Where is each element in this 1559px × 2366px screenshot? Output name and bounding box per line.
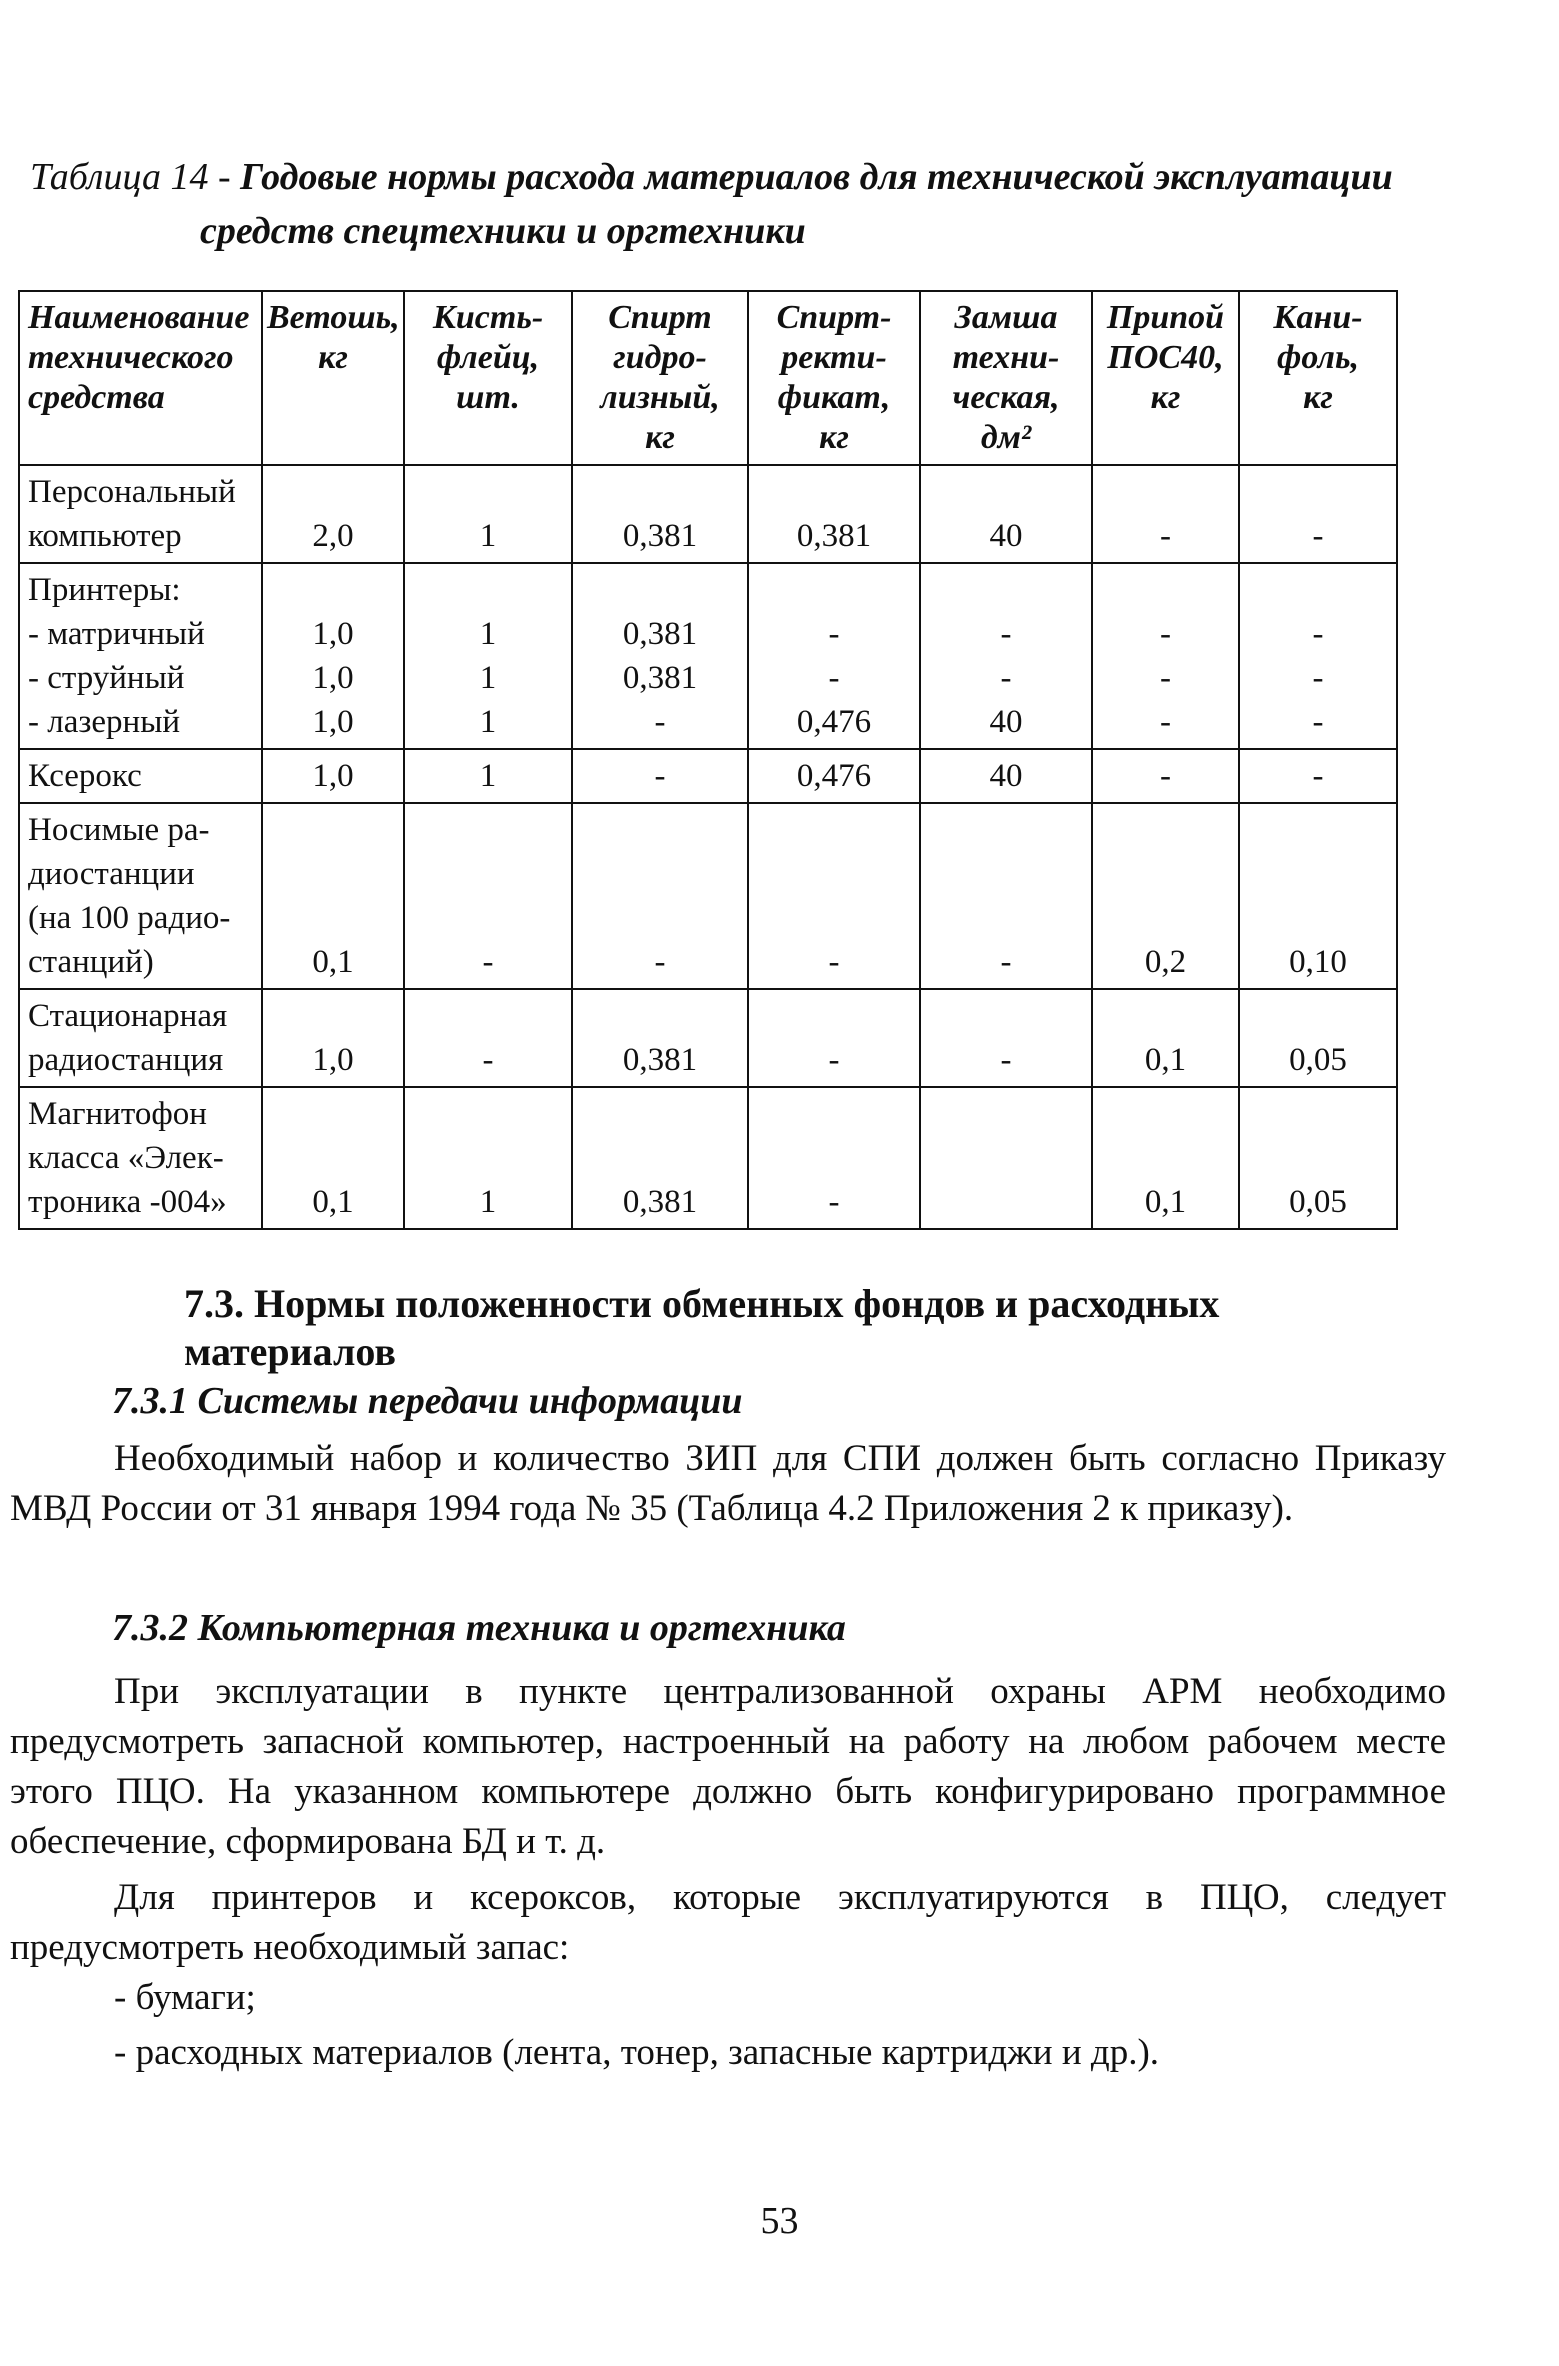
subsection-title-1: 7.3.1 Системы передачи информации	[112, 1380, 743, 1422]
cell-value: 1,0	[312, 616, 354, 652]
row-name-line: Персональный	[28, 474, 236, 510]
column-header-line: фикат,	[777, 379, 891, 416]
column-header-0	[19, 291, 262, 465]
cell-value: -	[654, 944, 666, 980]
row-name-line: станций)	[28, 944, 154, 980]
row-name-cell	[19, 749, 262, 803]
page-number: 53	[760, 2200, 799, 2242]
table-cell	[1239, 803, 1397, 989]
cell-value: -	[1000, 1042, 1012, 1078]
table-cell	[1092, 749, 1239, 803]
norms-table	[18, 290, 1398, 1230]
cell-value: 1,0	[312, 758, 354, 794]
cell-value: 0,381	[622, 1042, 698, 1078]
table-cell	[404, 803, 572, 989]
cell-value: 0,381	[622, 518, 698, 554]
column-header-line: Наименование	[28, 299, 250, 336]
row-name-line: троника -004»	[28, 1184, 227, 1220]
column-header-line: гидро-	[613, 339, 707, 376]
table-row	[19, 989, 1397, 1087]
column-header-7	[1239, 291, 1397, 465]
column-header-line: средства	[28, 379, 165, 416]
row-name-cell	[19, 1087, 262, 1229]
cell-value: -	[1312, 704, 1324, 740]
table-cell	[572, 803, 748, 989]
row-name-cell	[19, 465, 262, 563]
cell-value: -	[1312, 758, 1324, 794]
cell-value: 0,1	[312, 1184, 354, 1220]
table-cell	[1239, 749, 1397, 803]
cell-value: -	[1312, 616, 1324, 652]
cell-value: 1	[479, 660, 497, 696]
section-title: 7.3. Нормы положенности обменных фондов и расходных материалов	[184, 1281, 1220, 1374]
cell-value: -	[482, 944, 494, 980]
column-header-line: кг	[1303, 379, 1333, 416]
cell-value: 0,10	[1289, 944, 1347, 980]
cell-value: -	[654, 704, 666, 740]
cell-value: 0,381	[796, 518, 872, 554]
cell-value: -	[654, 758, 666, 794]
table-cell	[1092, 465, 1239, 563]
table-cell	[1092, 803, 1239, 989]
table-cell	[920, 989, 1092, 1087]
table-cell	[1092, 1087, 1239, 1229]
column-header-line: ческая,	[952, 379, 1060, 416]
subsection-2-paragraph-2: Для принтеров и ксероксов, которые эксплуатируются в ПЦО, следует предусмотреть необходимый запас:	[10, 1877, 1446, 1968]
column-header-3	[572, 291, 748, 465]
cell-value: 2,0	[312, 518, 354, 554]
table-cell	[262, 563, 404, 749]
row-name-line: Принтеры:	[28, 572, 181, 608]
row-name-line: Магнитофон	[28, 1096, 207, 1132]
column-header-line: Замша	[954, 299, 1058, 336]
row-name-line: (на 100 радио-	[28, 900, 231, 936]
column-header-line: Ветошь,	[267, 299, 400, 336]
column-header-line: ПОС40,	[1107, 339, 1224, 376]
table-cell	[572, 989, 748, 1087]
cell-value: -	[1160, 704, 1171, 740]
table-cell	[404, 989, 572, 1087]
column-header-line: лизный,	[600, 379, 720, 416]
table-cell	[262, 989, 404, 1087]
table-header-row	[19, 291, 1397, 465]
table-caption	[30, 150, 1450, 258]
table-cell	[1239, 563, 1397, 749]
caption-prefix: Таблица 14 -	[30, 156, 241, 198]
column-header-1	[262, 291, 404, 465]
row-name-line: - матричный	[28, 616, 205, 652]
table-cell	[1092, 563, 1239, 749]
cell-value: 1,0	[312, 1042, 354, 1078]
column-header-4	[748, 291, 920, 465]
table-cell	[1239, 989, 1397, 1087]
cell-value: -	[1000, 660, 1012, 696]
row-name-line: класса «Элек-	[28, 1140, 224, 1176]
subsection-2-paragraph-1: При эксплуатации в пункте централизованной охраны АРМ необходимо предусмотреть запасной компьютер, настроенный на работу на любом рабочем месте этого ПЦО. На указанном компьютере должно быть конфигурировано программное обеспечение, сформирована БД и т. д.	[10, 1671, 1446, 1862]
table-cell	[404, 1087, 572, 1229]
row-name-line: Носимые ра-	[28, 812, 210, 848]
cell-value: 0,2	[1144, 944, 1187, 980]
cell-value: 1,0	[312, 704, 354, 740]
table-cell	[1239, 1087, 1397, 1229]
cell-value: -	[1312, 660, 1324, 696]
row-name-line: Стационарная	[28, 998, 228, 1034]
table-cell	[404, 465, 572, 563]
column-header-line: флейц,	[436, 339, 540, 376]
table-cell	[262, 749, 404, 803]
column-header-5	[920, 291, 1092, 465]
table-cell	[748, 1087, 920, 1229]
cell-value: -	[828, 1042, 840, 1078]
row-name-line: компьютер	[28, 518, 182, 554]
row-name-line: радиостанция	[28, 1042, 224, 1078]
column-header-line: Спирт	[608, 299, 712, 336]
column-header-line: Припой	[1106, 299, 1225, 336]
cell-value: 40	[989, 518, 1023, 554]
list-item-consumables: - расходных материалов (лента, тонер, запасные картриджи и др.).	[114, 2032, 1160, 2073]
column-header-line: кг	[1150, 379, 1181, 416]
column-header-6	[1092, 291, 1239, 465]
table-row	[19, 1087, 1397, 1229]
cell-value: -	[1000, 616, 1012, 652]
caption-line2: средств спецтехники и оргтехники	[200, 210, 806, 252]
column-header-2	[404, 291, 572, 465]
cell-value: 0,1	[1144, 1184, 1187, 1220]
column-header-line: кг	[645, 419, 675, 456]
table-row	[19, 803, 1397, 989]
cell-value: -	[828, 944, 840, 980]
table-row	[19, 465, 1397, 563]
table-cell	[920, 803, 1092, 989]
cell-value: 0,476	[796, 758, 872, 794]
table-cell	[748, 563, 920, 749]
table-cell	[572, 465, 748, 563]
cell-value: 0,05	[1289, 1042, 1347, 1078]
cell-value: 40	[989, 704, 1023, 740]
cell-value: 1,0	[312, 660, 354, 696]
cell-value: 1	[479, 758, 497, 794]
row-name-cell	[19, 563, 262, 749]
column-header-line: дм²	[980, 419, 1032, 456]
row-name-line: диостанции	[28, 856, 195, 892]
cell-value: 1	[479, 616, 497, 652]
row-name-line: Ксерокс	[28, 758, 142, 794]
cell-value: -	[1160, 518, 1171, 554]
table-cell	[572, 1087, 748, 1229]
table-cell	[748, 803, 920, 989]
cell-value: -	[1160, 616, 1171, 652]
cell-value: -	[1160, 758, 1171, 794]
row-name-cell	[19, 803, 262, 989]
subsection-title-2: 7.3.2 Компьютерная техника и оргтехника	[112, 1607, 846, 1649]
column-header-line: Кисть-	[432, 299, 544, 336]
cell-value: 0,381	[622, 660, 698, 696]
cell-value: -	[1160, 660, 1171, 696]
column-header-line: Кани-	[1273, 299, 1363, 336]
cell-value: 1	[479, 704, 497, 740]
table-cell	[404, 563, 572, 749]
cell-value: 0,05	[1289, 1184, 1347, 1220]
table-cell	[920, 563, 1092, 749]
table-cell	[404, 749, 572, 803]
table-cell	[1092, 989, 1239, 1087]
table-cell	[748, 465, 920, 563]
cell-value: 0,1	[312, 944, 354, 980]
table-cell	[262, 1087, 404, 1229]
table-cell	[572, 563, 748, 749]
row-name-cell	[19, 989, 262, 1087]
column-header-line: технического	[28, 339, 234, 376]
cell-value: 0,1	[1144, 1042, 1187, 1078]
cell-value: 40	[989, 758, 1023, 794]
cell-value: 1	[479, 1184, 497, 1220]
cell-value: -	[828, 616, 840, 652]
table-cell	[572, 749, 748, 803]
column-header-line: шт.	[456, 379, 520, 416]
cell-value: -	[1312, 518, 1324, 554]
column-header-line: кг	[318, 339, 348, 376]
column-header-line: техни-	[952, 339, 1060, 376]
table-cell	[1239, 465, 1397, 563]
table-cell	[920, 465, 1092, 563]
cell-value: 0,476	[796, 704, 872, 740]
cell-value: 1	[479, 518, 497, 554]
column-header-line: ректи-	[781, 339, 887, 376]
table-body	[19, 465, 1397, 1229]
table-row	[19, 749, 1397, 803]
row-name-line: - лазерный	[28, 704, 181, 740]
subsection-1-paragraph: Необходимый набор и количество ЗИП для СПИ должен быть согласно Приказу МВД России от 31 января 1994 года № 35 (Таблица 4.2 Приложения 2 к приказу).	[10, 1438, 1446, 1529]
column-header-line: Спирт-	[776, 299, 892, 336]
cell-value: -	[1000, 944, 1012, 980]
column-header-line: кг	[819, 419, 849, 456]
cell-value: -	[828, 660, 840, 696]
cell-value: 0,381	[622, 1184, 698, 1220]
row-name-line: - струйный	[28, 660, 185, 696]
table-cell	[748, 989, 920, 1087]
cell-value: 0,381	[622, 616, 698, 652]
table-cell	[920, 1087, 1092, 1229]
table-cell	[262, 803, 404, 989]
table-row	[19, 563, 1397, 749]
cell-value: -	[828, 1184, 840, 1220]
table-cell	[262, 465, 404, 563]
cell-value: -	[482, 1042, 494, 1078]
table-cell	[920, 749, 1092, 803]
caption-line1: Годовые нормы расхода материалов для технической эксплуатации	[240, 156, 1393, 198]
table-cell	[748, 749, 920, 803]
column-header-line: фоль,	[1277, 339, 1359, 376]
list-item-paper: - бумаги;	[114, 1977, 256, 2018]
